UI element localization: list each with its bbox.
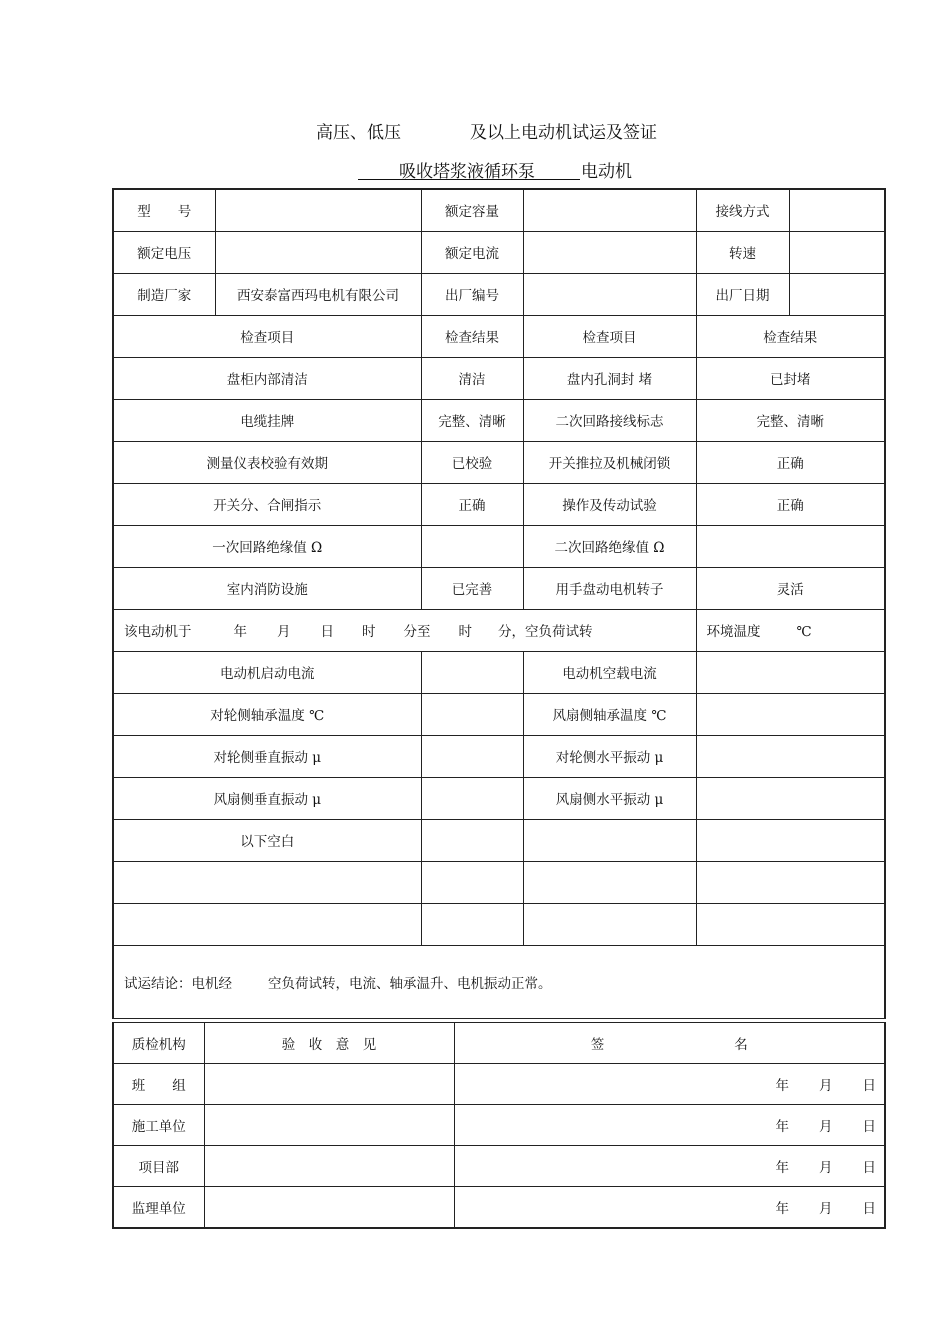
serial-value — [523, 273, 696, 315]
signature-header — [454, 1023, 885, 1064]
measurement-item — [113, 903, 421, 945]
check-item: 开关分、合闸指示 — [113, 483, 421, 525]
trial-year: 年 — [233, 624, 247, 640]
manufacturer-label: 制造厂家 — [113, 273, 215, 315]
manufacture-date-value — [789, 273, 885, 315]
trial-month: 月 — [277, 624, 291, 640]
measurement-item: 风扇侧水平振动 μ — [523, 777, 696, 819]
signoff-row — [113, 1187, 885, 1228]
measurement-item: 风扇侧轴承温度 ℃ — [523, 693, 696, 735]
serial-label: 出厂编号 — [421, 273, 523, 315]
trial-minute-to: 分至 — [403, 624, 431, 640]
check-result: 正确 — [696, 441, 885, 483]
trial-minute-end: 分，空负荷试转 — [498, 624, 593, 640]
measurement-row — [113, 651, 885, 693]
rated-voltage-label: 额定电压 — [113, 231, 215, 273]
ambient-temp-unit: ℃ — [796, 624, 812, 640]
check-item: 测量仪表校验有效期 — [113, 441, 421, 483]
date-year: 年 — [775, 1078, 789, 1094]
signoff-table — [112, 1022, 886, 1229]
check-result: 已校验 — [421, 441, 523, 483]
date-year: 年 — [775, 1200, 789, 1217]
trial-prefix: 该电动机于 — [124, 624, 192, 640]
check-result: 正确 — [421, 483, 523, 525]
date-month: 月 — [819, 1119, 833, 1135]
rated-current-value — [523, 231, 696, 273]
signoff-signature — [454, 1187, 885, 1228]
check-item-header: 检查项目 — [113, 315, 421, 357]
check-item: 一次回路绝缘值 Ω — [113, 525, 421, 567]
measurement-value — [421, 735, 523, 777]
check-result-header: 检查结果 — [421, 315, 523, 357]
measurement-value — [421, 777, 523, 819]
check-item: 室内消防设施 — [113, 567, 421, 609]
check-item: 二次回路绝缘值 Ω — [523, 525, 696, 567]
measurement-value — [696, 693, 885, 735]
date-year: 年 — [775, 1119, 789, 1135]
measurement-value — [696, 903, 885, 945]
signoff-org: 施工单位 — [113, 1105, 204, 1146]
check-item: 操作及传动试验 — [523, 483, 696, 525]
measurement-value — [696, 735, 885, 777]
measurement-value — [696, 861, 885, 903]
model-label: 型 号 — [113, 189, 215, 231]
check-row — [113, 483, 885, 525]
signoff-row — [113, 1105, 885, 1146]
measurement-value — [421, 651, 523, 693]
check-result: 已封堵 — [696, 357, 885, 399]
measurement-item: 以下空白 — [113, 819, 421, 861]
signoff-opinion — [204, 1064, 454, 1105]
measurement-value — [421, 819, 523, 861]
measurement-row — [113, 861, 885, 903]
title-main-text: 及以上电动机试运及签证 — [470, 123, 657, 143]
measurement-item — [523, 861, 696, 903]
check-result: 灵活 — [696, 567, 885, 609]
model-value — [215, 189, 421, 231]
signoff-row — [113, 1064, 885, 1105]
signature-header-char-2: 名 — [734, 1037, 748, 1053]
measurement-row — [113, 735, 885, 777]
date-month: 月 — [819, 1200, 833, 1217]
check-result: 清洁 — [421, 357, 523, 399]
measurement-item: 对轮侧轴承温度 ℃ — [113, 693, 421, 735]
measurement-item: 对轮侧垂直振动 μ — [113, 735, 421, 777]
measurement-row — [113, 777, 885, 819]
check-row — [113, 441, 885, 483]
measurement-item — [523, 903, 696, 945]
rated-capacity-value — [523, 189, 696, 231]
measurement-value — [696, 651, 885, 693]
trial-hour: 时 — [362, 624, 376, 640]
check-item: 电缆挂牌 — [113, 399, 421, 441]
signoff-signature — [454, 1146, 885, 1187]
measurement-item: 风扇侧垂直振动 μ — [113, 777, 421, 819]
measurement-value — [421, 693, 523, 735]
ambient-temp-cell — [696, 609, 885, 651]
check-item: 开关推拉及机械闭锁 — [523, 441, 696, 483]
acceptance-opinion-header: 验 收 意 见 — [204, 1023, 454, 1064]
measurement-item: 对轮侧水平振动 μ — [523, 735, 696, 777]
check-result-header-2: 检查结果 — [696, 315, 885, 357]
conclusion-cell — [113, 945, 885, 1018]
subtitle-suffix: 电动机 — [581, 162, 632, 182]
date-day: 日 — [862, 1200, 876, 1217]
measurement-value — [421, 861, 523, 903]
measurement-row — [113, 693, 885, 735]
info-row-1 — [113, 189, 885, 231]
form-subtitle — [0, 157, 950, 183]
date-day: 日 — [862, 1119, 876, 1135]
form-title — [0, 118, 950, 144]
measurement-row — [113, 903, 885, 945]
info-row-2 — [113, 231, 885, 273]
measurement-item: 电动机空载电流 — [523, 651, 696, 693]
measurement-value — [696, 777, 885, 819]
signoff-opinion — [204, 1105, 454, 1146]
check-item: 盘内孔洞封 堵 — [523, 357, 696, 399]
measurement-value — [696, 819, 885, 861]
speed-label: 转速 — [696, 231, 789, 273]
measurement-row — [113, 819, 885, 861]
equipment-name-field — [358, 157, 580, 180]
title-voltage-text: 高压、低压 — [316, 123, 401, 143]
check-row — [113, 357, 885, 399]
date-year: 年 — [775, 1160, 789, 1176]
check-row — [113, 567, 885, 609]
check-item-header-2: 检查项目 — [523, 315, 696, 357]
speed-value — [789, 231, 885, 273]
check-result: 已完善 — [421, 567, 523, 609]
inspection-table — [112, 188, 886, 1019]
date-month: 月 — [819, 1078, 833, 1094]
date-day: 日 — [862, 1078, 876, 1094]
measurement-value — [421, 903, 523, 945]
signoff-org: 班 组 — [113, 1064, 204, 1105]
check-result — [696, 525, 885, 567]
check-item: 盘柜内部清洁 — [113, 357, 421, 399]
measurement-item — [113, 861, 421, 903]
check-result: 正确 — [696, 483, 885, 525]
signoff-org: 项目部 — [113, 1146, 204, 1187]
signoff-row — [113, 1146, 885, 1187]
info-row-3 — [113, 273, 885, 315]
signoff-opinion — [204, 1187, 454, 1228]
date-day: 日 — [862, 1160, 876, 1176]
check-result: 完整、清晰 — [696, 399, 885, 441]
signature-header-char-1: 签 — [590, 1037, 605, 1053]
conclusion-prefix: 试运结论：电机经 — [124, 975, 232, 992]
signoff-opinion — [204, 1146, 454, 1187]
connection-label: 接线方式 — [696, 189, 789, 231]
rated-voltage-value — [215, 231, 421, 273]
measurement-item: 电动机启动电流 — [113, 651, 421, 693]
check-item: 用手盘动电机转子 — [523, 567, 696, 609]
conclusion-text: 空负荷试转，电流、轴承温升、电机振动正常。 — [268, 975, 552, 992]
signoff-org: 监理单位 — [113, 1187, 204, 1228]
check-row — [113, 525, 885, 567]
connection-value — [789, 189, 885, 231]
rated-current-label: 额定电流 — [421, 231, 523, 273]
trial-time-text — [113, 609, 696, 651]
check-row — [113, 399, 885, 441]
date-month: 月 — [819, 1160, 833, 1176]
equipment-name: 吸收塔浆液循环泵 — [399, 162, 535, 182]
manufacture-date-label: 出厂日期 — [696, 273, 789, 315]
trial-day: 日 — [320, 624, 334, 640]
signoff-signature — [454, 1105, 885, 1146]
check-result: 完整、清晰 — [421, 399, 523, 441]
manufacturer-value: 西安泰富西玛电机有限公司 — [215, 273, 421, 315]
check-header-row — [113, 315, 885, 357]
ambient-temp-label: 环境温度 — [706, 624, 761, 640]
check-item: 二次回路接线标志 — [523, 399, 696, 441]
signoff-header-row — [113, 1023, 885, 1064]
trial-time-row — [113, 609, 885, 651]
qc-org-header: 质检机构 — [113, 1023, 204, 1064]
measurement-item — [523, 819, 696, 861]
check-result — [421, 525, 523, 567]
conclusion-row — [113, 945, 885, 1018]
rated-capacity-label: 额定容量 — [421, 189, 523, 231]
signoff-signature — [454, 1064, 885, 1105]
trial-hour-2: 时 — [458, 624, 472, 640]
